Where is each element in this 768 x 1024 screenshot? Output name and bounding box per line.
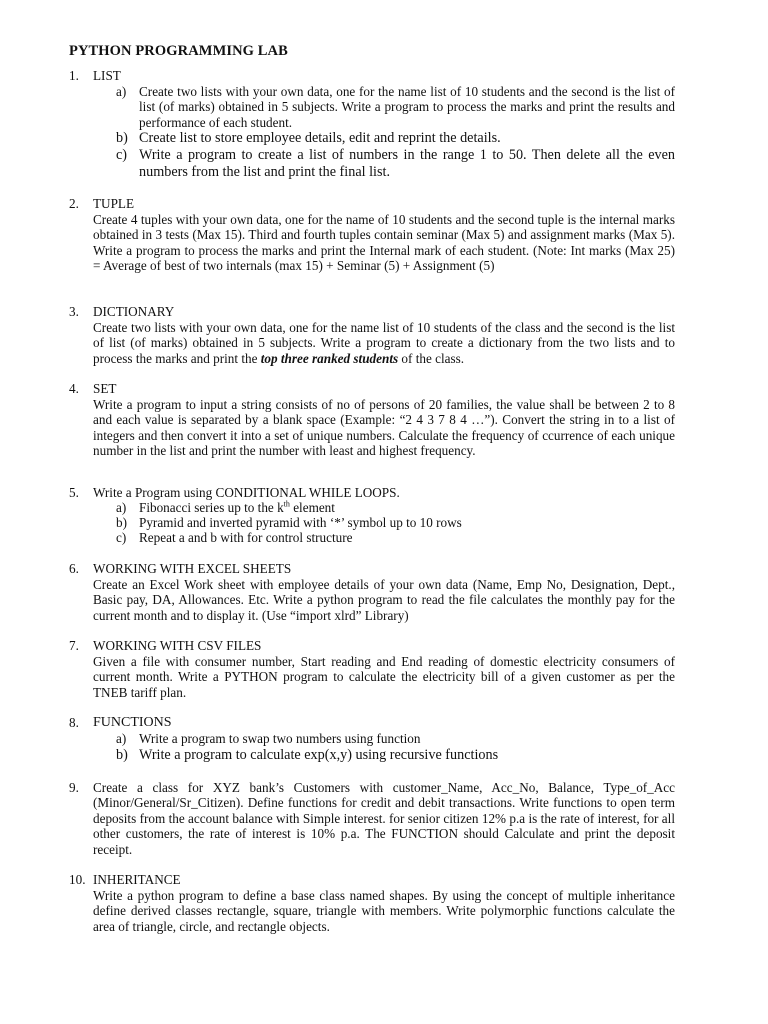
section-body: Create a class for XYZ bank’s Customers with customer_Name, Acc_No, Balance, Type_of_Acc (Minor/General/Sr_Citizen). Define functions for credit and debit transactions. Write functions to open term deposits from the account balance with Simple interest. for senior citizen 12% p.a is the rate of interest, for all other customers, the rate of interest is 10% p.a. The FUNCTION should Calculate and print the deposit receipt. — [93, 780, 675, 857]
section-number: 3. — [69, 304, 79, 319]
section-heading: TUPLE — [93, 196, 135, 211]
section-number: 9. — [69, 780, 79, 795]
page-title: PYTHON PROGRAMMING LAB — [69, 43, 288, 59]
section-body: Create 4 tuples with your own data, one for the name of 10 students and the second tuple is the internal marks obtained in 3 tests (Max 15). Third and fourth tuples contain seminar (Max 5) and assignment marks (Max 5). Write a program to process the marks and print the Internal mark of each student. (Note: Int marks (Max 25) = Average of best of two internals (max 15) + Seminar (5) + Assignment (5) — [93, 212, 675, 274]
item-text-part: element — [289, 500, 335, 515]
item-label: a) — [116, 731, 127, 746]
item-text: Create list to store employee details, edit and reprint the details. — [139, 130, 501, 146]
section-number: 10. — [69, 872, 86, 887]
superscript: th — [283, 499, 290, 509]
section-heading: WORKING WITH CSV FILES — [93, 638, 262, 653]
section-heading: FUNCTIONS — [93, 715, 172, 730]
section-body: Given a file with consumer number, Start reading and End reading of domestic electricity consumers of current month. Write a PYTHON program to calculate the electricity bill of a given customer as per the TNEB tariff plan. — [93, 654, 675, 700]
body-text: Create two lists with your own data, one for the name list of 10 students of the class and the second is the list of list (of marks) obtained in 5 subjects. Write a program to create a dictionary from the two lists and to process the marks and print the — [93, 320, 675, 366]
item-text: Write a program to swap two numbers using function — [139, 731, 421, 746]
section-number: 1. — [69, 68, 79, 83]
section-heading: INHERITANCE — [93, 872, 181, 887]
list-item — [116, 84, 675, 130]
section-number: 2. — [69, 196, 79, 211]
item-label: b) — [116, 130, 128, 146]
section-heading: LIST — [93, 68, 121, 83]
section-number: 7. — [69, 638, 79, 653]
emphasis-text: top three ranked students — [260, 350, 399, 366]
section-heading: DICTIONARY — [93, 304, 175, 319]
item-label: c) — [116, 147, 128, 163]
section-body — [93, 320, 675, 366]
section-heading: WORKING WITH EXCEL SHEETS — [93, 561, 292, 576]
body-text: of the class. — [398, 350, 465, 366]
item-text — [139, 500, 675, 515]
item-label: b) — [116, 747, 128, 763]
item-label: c) — [116, 530, 127, 545]
section-heading: Write a Program using CONDITIONAL WHILE LOOPS. — [93, 485, 400, 500]
section-number: 5. — [69, 485, 79, 500]
item-text-part: Fibonacci series up to the k — [139, 500, 284, 515]
item-text: Write a program to calculate exp(x,y) using recursive functions — [139, 747, 499, 763]
item-label: a) — [116, 84, 127, 99]
section-number: 8. — [69, 715, 79, 730]
section-number: 4. — [69, 381, 79, 396]
item-text: Pyramid and inverted pyramid with ‘*’ symbol up to 10 rows — [139, 515, 462, 530]
section-number: 6. — [69, 561, 79, 576]
section-body: Write a program to input a string consists of no of persons of 20 families, the value shall be between 2 to 8 and each value is separated by a blank space (Example: “2 4 3 7 8 4 …”). Convert the string in to a list of integers and then convert it into a set of unique numbers. Calculate the frequency of ccurrence of each unique number in the list and print the number with least and highest frequency. — [93, 397, 675, 459]
section-body: Create an Excel Work sheet with employee details of your own data (Name, Emp No, Designation, Dept., Basic pay, DA, Allowances. Etc. Write a python program to read the file calculates the monthly pay for the current month and to display it. (Use “import xlrd” Library) — [93, 577, 675, 623]
section-heading: SET — [93, 381, 117, 396]
section-list — [69, 68, 675, 180]
item-label: a) — [116, 500, 127, 515]
item-label: b) — [116, 515, 127, 530]
item-text: Create two lists with your own data, one for the name list of 10 students and the second is the list of list (of marks) obtained in 5 subjects. Write a program to process the marks and print the results and performance of each student. — [139, 84, 675, 130]
item-text: Write a program to create a list of numbers in the range 1 to 50. Then delete all the even numbers from the list and print the final list. — [139, 147, 675, 180]
item-text: Repeat a and b with for control structure — [139, 530, 353, 545]
section-body: Write a python program to define a base class named shapes. By using the concept of multiple inheritance define derived classes rectangle, square, triangle with members. Write polymorphic functions calculate the area of triangle, circle, and rectangle objects. — [93, 888, 675, 934]
